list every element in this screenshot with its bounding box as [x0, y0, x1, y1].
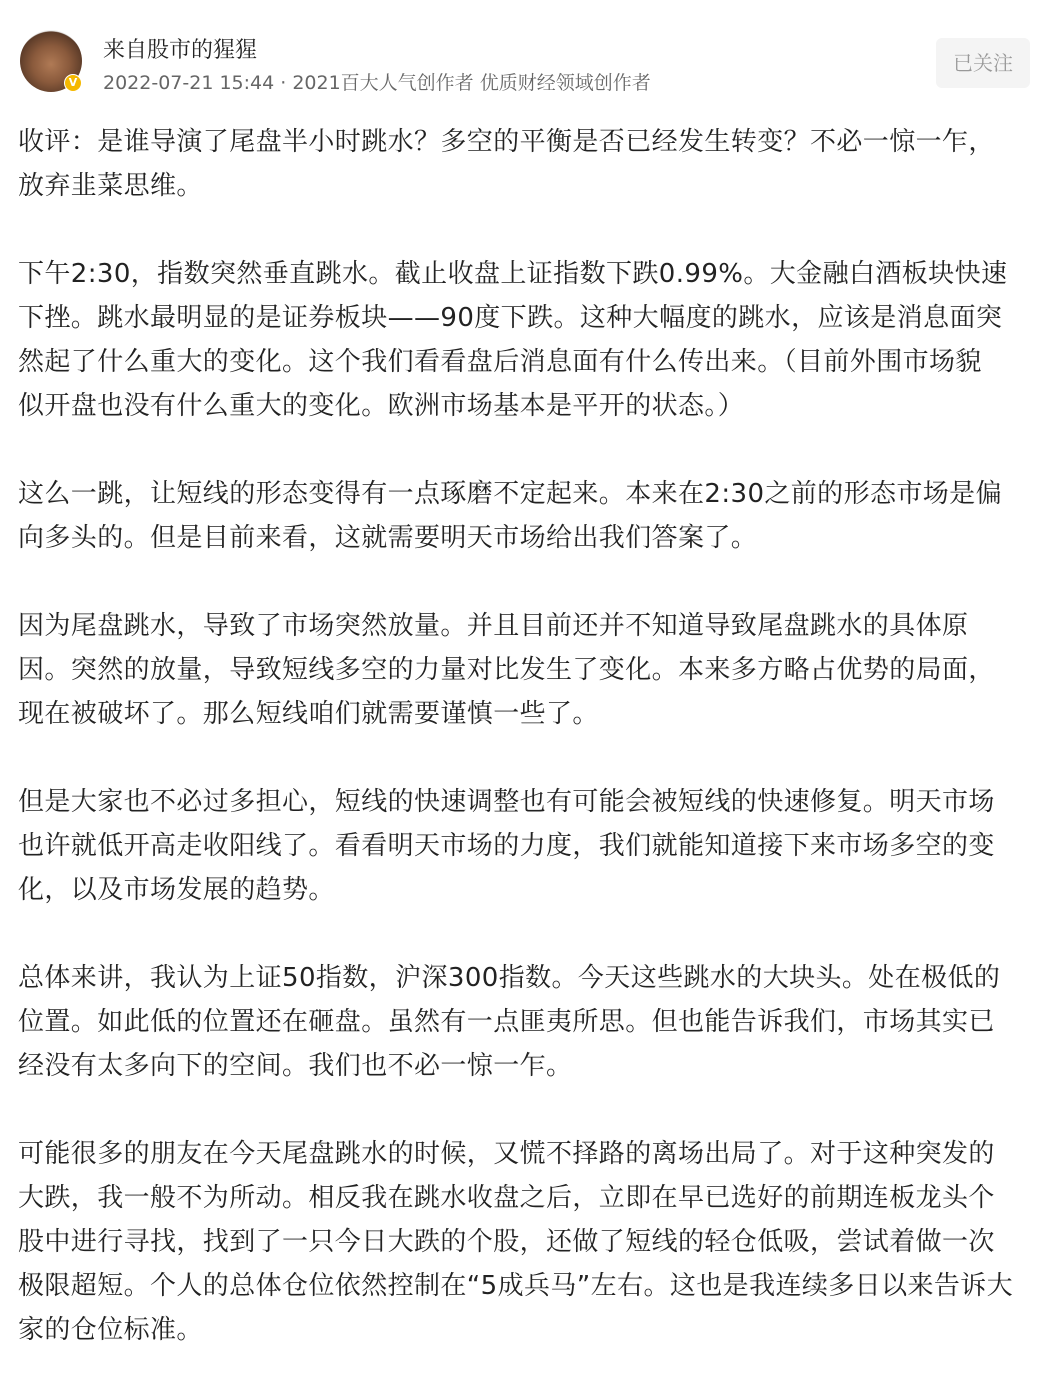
- article-paragraph: [18, 1132, 1048, 1352]
- author-header: [0, 0, 1062, 110]
- paragraph-line: 经没有太多向下的空间。我们也不必一惊一乍。: [18, 1051, 573, 1081]
- verified-badge-icon: V: [64, 74, 82, 92]
- author-name[interactable]: 来自股市的猩猩: [103, 38, 258, 63]
- article-paragraph: [18, 120, 1048, 208]
- article-paragraph: [18, 252, 1048, 428]
- paragraph-line: 下挫。跳水最明显的是证券板块——90度下跌。这种大幅度的跳水，应该是消息面突: [18, 303, 1003, 333]
- article-body: [18, 120, 1048, 1396]
- post-meta: 2022-07-21 15:44 · 2021百大人气创作者 优质财经领域创作者: [103, 72, 651, 94]
- paragraph-line: 化，以及市场发展的趋势。: [18, 875, 335, 905]
- article-paragraph: [18, 472, 1048, 560]
- paragraph-line: 总体来讲，我认为上证50指数，沪深300指数。今天这些跳水的大块头。处在极低的: [18, 963, 1001, 993]
- paragraph-line: 现在被破坏了。那么短线咱们就需要谨慎一些了。: [18, 699, 599, 729]
- paragraph-line: 股中进行寻找，找到了一只今日大跌的个股，还做了短线的轻仓低吸，尝试着做一次: [18, 1227, 995, 1257]
- paragraph-line: 可能很多的朋友在今天尾盘跳水的时候，又慌不择路的离场出局了。对于这种突发的: [18, 1139, 995, 1169]
- paragraph-line: 似开盘也没有什么重大的变化。欧洲市场基本是平开的状态。）: [18, 391, 745, 421]
- paragraph-line: 极限超短。个人的总体仓位依然控制在“5成兵马”左右。这也是我连续多日以来告诉大: [18, 1271, 1014, 1301]
- paragraph-line: 家的仓位标准。: [18, 1315, 203, 1345]
- paragraph-line: 然起了什么重大的变化。这个我们看看盘后消息面有什么传出来。（目前外围市场貌: [18, 347, 982, 377]
- paragraph-line: 因。突然的放量，导致短线多空的力量对比发生了变化。本来多方略占优势的局面，: [18, 655, 995, 685]
- paragraph-line: 收评：是谁导演了尾盘半小时跳水？多空的平衡是否已经发生转变？不必一惊一乍，: [18, 127, 995, 157]
- article-paragraph: [18, 780, 1048, 912]
- paragraph-line: 这么一跳，让短线的形态变得有一点琢磨不定起来。本来在2:30之前的形态市场是偏: [18, 479, 1002, 509]
- paragraph-line: 向多头的。但是目前来看，这就需要明天市场给出我们答案了。: [18, 523, 758, 553]
- follow-button[interactable]: 已关注: [936, 38, 1030, 88]
- paragraph-line: 放弃韭菜思维。: [18, 171, 203, 201]
- article-paragraph: [18, 604, 1048, 736]
- article-paragraph: [18, 956, 1048, 1088]
- paragraph-line: 因为尾盘跳水，导致了市场突然放量。并且目前还并不知道导致尾盘跳水的具体原: [18, 611, 969, 641]
- paragraph-line: 大跌，我一般不为所动。相反我在跳水收盘之后，立即在早已选好的前期连板龙头个: [18, 1183, 995, 1213]
- paragraph-line: 但是大家也不必过多担心，短线的快速调整也有可能会被短线的快速修复。明天市场: [18, 787, 995, 817]
- paragraph-line: 位置。如此低的位置还在砸盘。虽然有一点匪夷所思。但也能告诉我们，市场其实已: [18, 1007, 995, 1037]
- paragraph-line: 也许就低开高走收阳线了。看看明天市场的力度，我们就能知道接下来市场多空的变: [18, 831, 995, 861]
- paragraph-line: 下午2:30，指数突然垂直跳水。截止收盘上证指数下跌0.99%。大金融白酒板块快速: [18, 259, 1008, 289]
